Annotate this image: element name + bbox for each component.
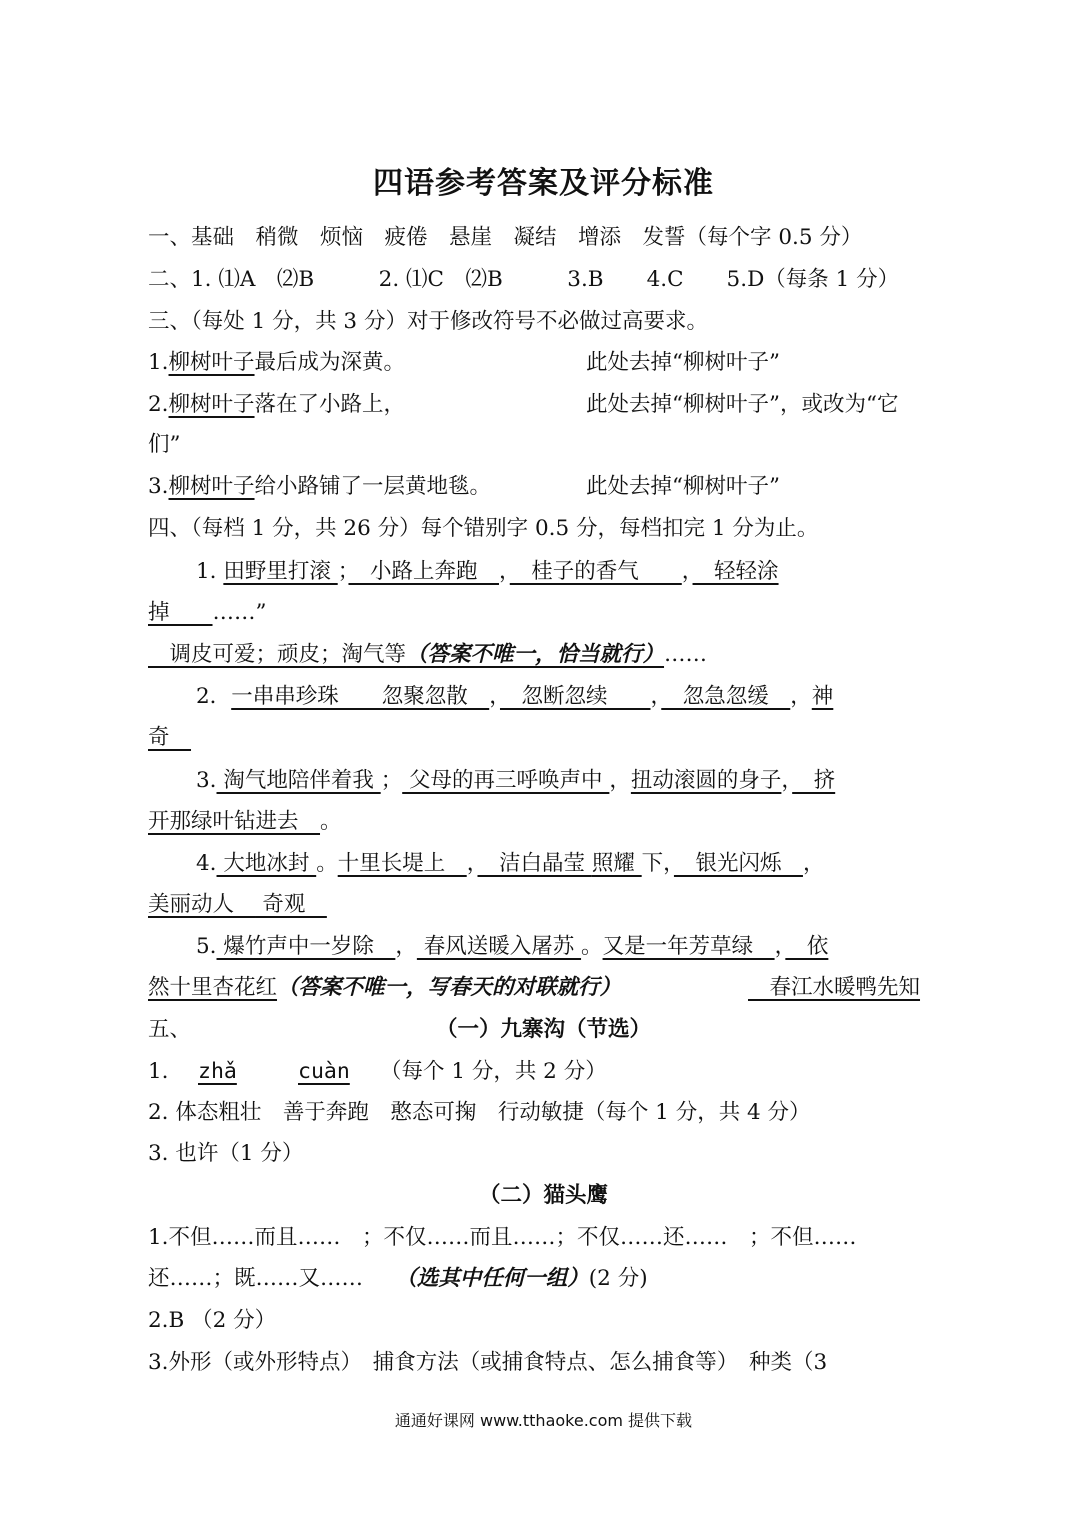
q5-line-1	[196, 933, 1026, 961]
q4-number: 4.	[196, 851, 217, 876]
section-3-item-3	[148, 473, 978, 501]
q2-line-2	[148, 724, 978, 752]
s6-q2-line: 2.B （2 分）	[148, 1308, 277, 1333]
q2-answer-1: 一串串珍珠 忽聚忽散	[231, 684, 490, 709]
q4-answer-4: 照耀	[591, 851, 642, 876]
section-1-line: 一、基础 稍微 烦恼 疲倦 悬崖 凝结 增添 发誓（每个字 0.5 分）	[148, 225, 863, 250]
punct: ，	[498, 559, 510, 584]
item-note: 此处去掉“柳树叶子”	[586, 350, 780, 375]
pinyin-answer-2: cuàn	[298, 1059, 350, 1084]
q5-answer-1: 爆竹声中一岁除	[216, 934, 396, 959]
q5-answer-2: 春风送暖入屠苏	[416, 934, 582, 959]
q2-answer-4: 神	[811, 684, 834, 709]
q3-answer-4: 挤	[792, 768, 836, 793]
section-4-heading	[148, 515, 978, 543]
s6-q1-line-2	[148, 1265, 978, 1293]
ellipsis: ……”	[212, 600, 267, 625]
section-3-item-2-cont: 们”	[148, 432, 181, 457]
q4-line-2	[148, 891, 978, 919]
punct: ，	[681, 559, 693, 584]
item-number: 2.	[148, 392, 169, 417]
punct: ，	[395, 934, 417, 959]
q4-answer-6: 美丽动人	[148, 892, 256, 917]
q1-note: （答案不唯一，恰当就行）	[406, 642, 665, 667]
s5-q1-number: 1.	[148, 1059, 169, 1084]
q5-answer-5: 春江水暖鸭先知	[748, 975, 921, 1000]
q5-number: 5.	[196, 934, 217, 959]
s6-q1-score: (2 分)	[588, 1266, 648, 1291]
punct: ，	[790, 684, 812, 709]
punct: ，	[609, 768, 631, 793]
q1-line-3	[148, 641, 978, 669]
q3-line-2	[148, 808, 978, 836]
q3-answer-3: 扭动滚圆的身子	[630, 768, 782, 793]
q3-line-1	[196, 767, 1026, 795]
ellipsis: ……	[664, 642, 708, 667]
score-note: （每个 1 分，共 2 分）	[380, 1059, 607, 1084]
text: 下，	[641, 851, 674, 876]
underlined-phrase: 柳树叶子	[168, 350, 255, 375]
q1-line-2	[148, 599, 978, 627]
s5-q2-line: 2. 体态粗壮 善于奔跑 憨态可掬 行动敏捷（每个 1 分，共 4 分）	[148, 1100, 811, 1125]
page-title: 四语参考答案及评分标准	[373, 166, 714, 201]
punct: ，	[489, 684, 500, 709]
q2-line-1	[196, 683, 1026, 711]
q2-answer-3: 忽急忽缓	[661, 684, 791, 709]
item-number: 1.	[148, 350, 169, 375]
s6-q1-text: 还……；既……又……	[148, 1266, 364, 1291]
section-5-subtitle-1: （一）九寨沟（节选）	[435, 1017, 651, 1042]
punct: ，	[802, 851, 825, 876]
section-5-subtitle-2: （二）猫头鹰	[478, 1183, 608, 1208]
q3-answer-2: 父母的再三呼唤声中	[402, 768, 610, 793]
q4-answer-2: 十里长堤上	[337, 851, 467, 876]
s6-q1-note: （选其中任何一组）	[406, 1266, 589, 1291]
punct: ；	[337, 559, 349, 584]
q1-number: 1.	[196, 559, 224, 584]
item-note: 此处去掉“柳树叶子”，或改为“它	[586, 392, 899, 417]
q4-answer-3: 洁白晶莹	[477, 851, 592, 876]
q1-answer-5: 调皮可爱；顽皮；淘气等	[148, 642, 407, 667]
q1-answer-2: 小路上奔跑	[348, 559, 499, 584]
q3-answer-1: 淘气地陪伴着我	[216, 768, 381, 793]
punct: 。	[320, 809, 342, 834]
item-text: 落在了小路上，	[254, 392, 406, 417]
punct: ，	[781, 768, 793, 793]
q4-answer-7: 奇观	[255, 892, 327, 917]
pinyin-answer-1: zhǎ	[198, 1059, 237, 1084]
punct: ，	[650, 684, 662, 709]
page-footer: 通通好课网 www.tthaoke.com 提供下载	[394, 1411, 693, 1430]
q5-answer-3: 又是一年芳草绿	[602, 934, 775, 959]
s5-q1-line	[148, 1058, 978, 1086]
underlined-phrase: 柳树叶子	[168, 474, 255, 499]
s6-q1-line-1: 1.不但……而且…… ；不仅……而且……；不仅……还…… ；不但……	[148, 1225, 857, 1250]
punct: 。	[581, 934, 603, 959]
section-3-item-1	[148, 349, 978, 377]
q4-line-1	[196, 850, 1026, 878]
item-number: 3.	[148, 474, 169, 499]
q5-note: （答案不唯一，写春天的对联就行）	[277, 975, 622, 1000]
q1-answer-1: 田野里打滚	[223, 559, 338, 584]
punct: ，	[466, 851, 478, 876]
section-4-heading-text: 四、（每档 1 分，共 26 分）每个错别字 0.5 分，每档扣完 1 分为止。	[148, 516, 819, 541]
s6-q3-line: 3.外形（或外形特点） 捕食方法（或捕食特点、怎么捕食等） 种类（3	[148, 1350, 828, 1375]
underlined-phrase: 柳树叶子	[168, 392, 255, 417]
q4-answer-5: 银光闪烁	[673, 851, 803, 876]
section-3-item-2	[148, 391, 978, 419]
item-text: 最后成为深黄。	[254, 350, 406, 375]
q4-answer-1: 大地冰封	[216, 851, 317, 876]
q1-answer-3: 桂子的香气	[509, 559, 682, 584]
section-3-heading: 三、（每处 1 分，共 3 分）对于修改符号不必做过高要求。	[148, 309, 708, 334]
q1-answer-4-cont: 掉	[148, 600, 213, 625]
q5-line-2	[148, 974, 978, 1002]
section-2-line: 二、1. ⑴A ⑵B 2. ⑴C ⑵B 3.B 4.C 5.D（每条 1 分）	[148, 267, 900, 292]
punct: 。	[316, 851, 338, 876]
q3-number: 3.	[196, 768, 217, 793]
item-text: 给小路铺了一层黄地毯。	[254, 474, 492, 499]
q2-answer-2: 忽断忽续	[499, 684, 651, 709]
punct: ；	[380, 768, 403, 793]
q1-answer-4: 轻轻涂	[692, 559, 779, 584]
item-note: 此处去掉“柳树叶子”	[586, 474, 780, 499]
punct: ，	[774, 934, 786, 959]
q2-answer-4-cont: 奇	[148, 725, 192, 750]
section-5-label: 五、	[148, 1017, 192, 1042]
q5-answer-4: 依	[785, 934, 829, 959]
q5-answer-4-cont: 然十里杏花红	[148, 975, 278, 1000]
q2-number: 2．	[196, 684, 232, 709]
s5-q3-line: 3. 也许（1 分）	[148, 1141, 304, 1166]
q3-answer-4-cont: 开那绿叶钻进去	[148, 809, 321, 834]
q1-line-1	[196, 558, 1026, 586]
